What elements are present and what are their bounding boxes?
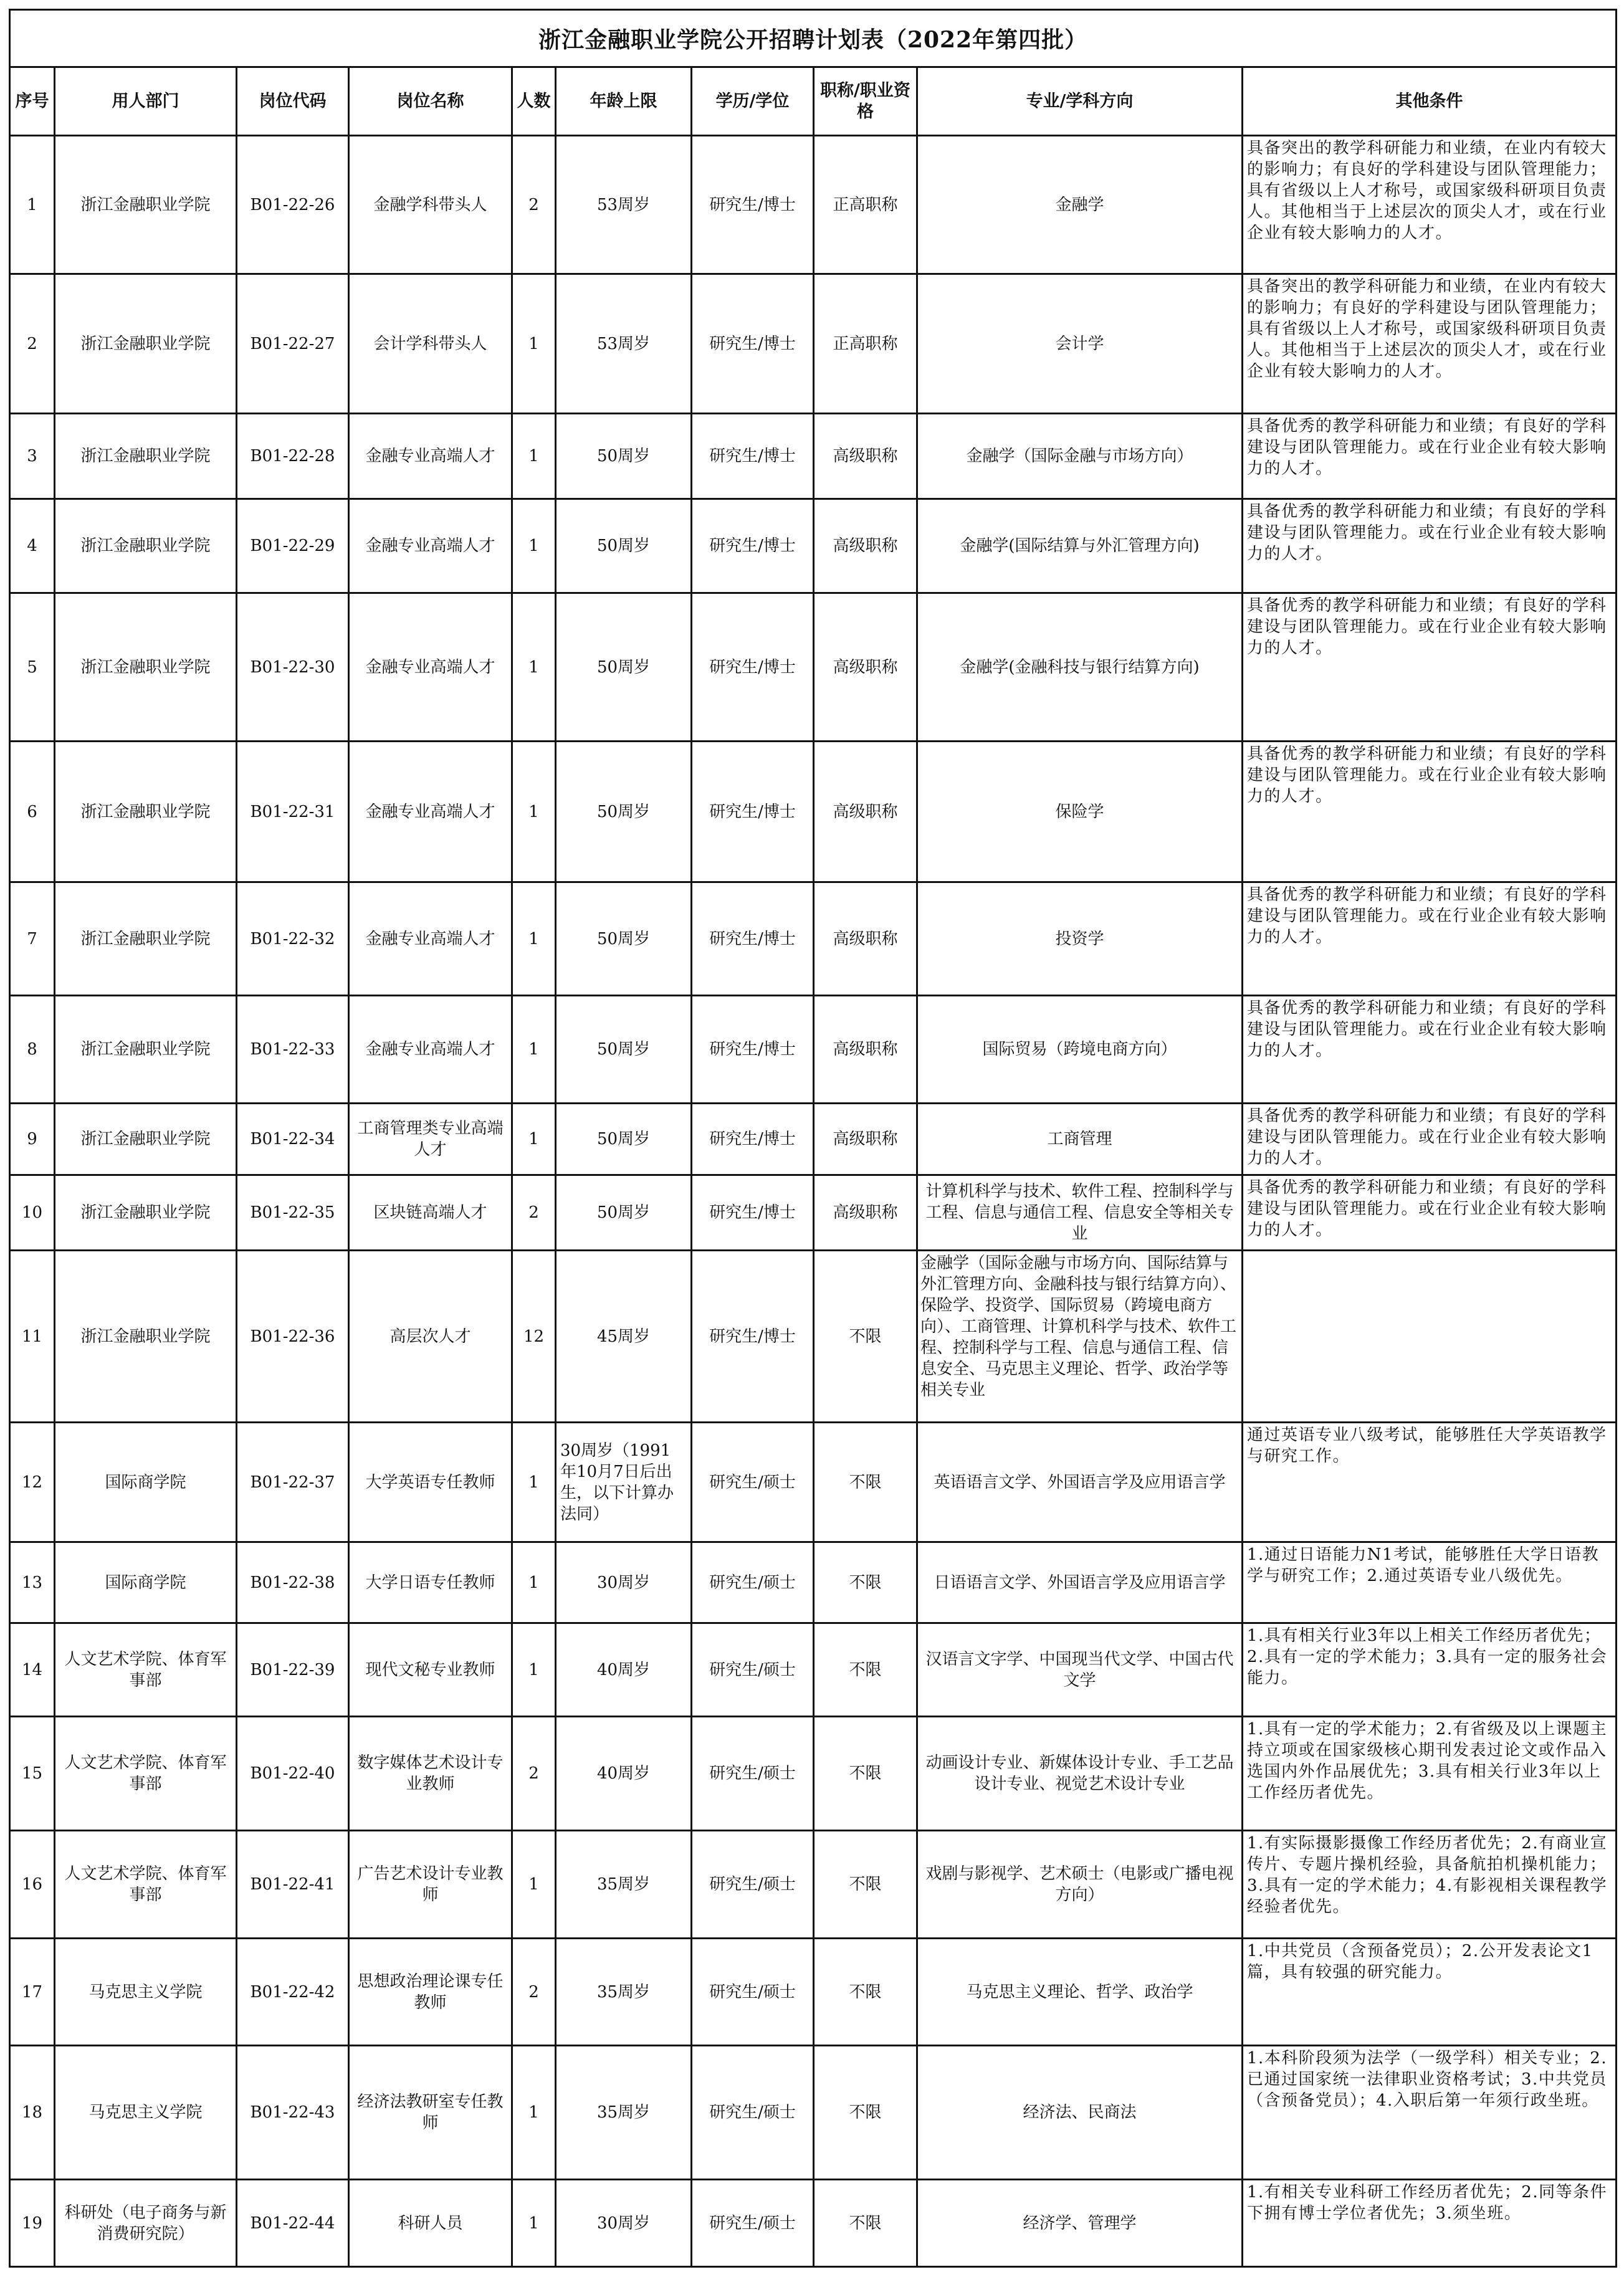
row-dept: 马克思主义学院 <box>55 2046 237 2180</box>
row-major: 戏剧与影视学、艺术硕士（电影或广播电视方向） <box>917 1831 1243 1939</box>
row-post: 经济法教研室专任教师 <box>349 2046 512 2180</box>
row-edu: 研究生/博士 <box>692 274 814 414</box>
table-title: 浙江金融职业学院公开招聘计划表（2022年第四批） <box>10 10 1617 67</box>
row-title: 不限 <box>814 1623 917 1717</box>
row-code: B01-22-28 <box>237 414 349 499</box>
table-body <box>10 136 1617 2267</box>
row-num: 1 <box>512 2046 556 2180</box>
row-edu: 研究生/博士 <box>692 414 814 499</box>
row-num: 2 <box>512 1717 556 1831</box>
table-row <box>10 1831 1617 1939</box>
table-row <box>10 1104 1617 1175</box>
row-dept: 浙江金融职业学院 <box>55 593 237 742</box>
row-cond: 具备优秀的教学科研能力和业绩；有良好的学科建设与团队管理能力。或在行业企业有较大影响力的人才。 <box>1243 742 1617 882</box>
row-num: 1 <box>512 1542 556 1623</box>
row-code: B01-22-33 <box>237 996 349 1104</box>
row-title: 不限 <box>814 2046 917 2180</box>
row-title: 不限 <box>814 1251 917 1423</box>
row-major: 金融学 <box>917 136 1243 274</box>
row-cond: 1.具有一定的学术能力；2.有省级及以上课题主持立项或在国家级核心期刊发表过论文或作品入选国内外作品展优先；3.具有相关行业3年以上工作经历者优先。 <box>1243 1717 1617 1831</box>
row-major: 投资学 <box>917 882 1243 996</box>
row-edu: 研究生/硕士 <box>692 2180 814 2267</box>
row-num: 1 <box>512 414 556 499</box>
row-age: 53周岁 <box>556 274 692 414</box>
row-major: 计算机科学与技术、软件工程、控制科学与工程、信息与通信工程、信息安全等相关专业 <box>917 1175 1243 1251</box>
row-cond: 1.通过日语能力N1考试，能够胜任大学日语教学与研究工作；2.通过英语专业八级优先。 <box>1243 1542 1617 1623</box>
row-age: 50周岁 <box>556 1175 692 1251</box>
row-age: 50周岁 <box>556 1104 692 1175</box>
row-age: 40周岁 <box>556 1623 692 1717</box>
row-post: 金融专业高端人才 <box>349 996 512 1104</box>
row-dept: 马克思主义学院 <box>55 1939 237 2046</box>
row-major: 汉语言文字学、中国现当代文学、中国古代文学 <box>917 1623 1243 1717</box>
row-dept: 浙江金融职业学院 <box>55 742 237 882</box>
table-row <box>10 1423 1617 1542</box>
row-title: 高级职称 <box>814 593 917 742</box>
row-edu: 研究生/硕士 <box>692 2046 814 2180</box>
row-post: 金融专业高端人才 <box>349 593 512 742</box>
row-dept: 国际商学院 <box>55 1542 237 1623</box>
row-post: 思想政治理论课专任教师 <box>349 1939 512 2046</box>
row-cond: 具备优秀的教学科研能力和业绩；有良好的学科建设与团队管理能力。或在行业企业有较大影响力的人才。 <box>1243 1175 1617 1251</box>
row-age: 35周岁 <box>556 1939 692 2046</box>
row-title: 高级职称 <box>814 742 917 882</box>
table-row <box>10 996 1617 1104</box>
header-num: 人数 <box>512 67 556 136</box>
row-code: B01-22-32 <box>237 882 349 996</box>
table-row <box>10 499 1617 593</box>
row-no: 17 <box>10 1939 55 2046</box>
row-title: 正高职称 <box>814 274 917 414</box>
row-title: 高级职称 <box>814 499 917 593</box>
row-code: B01-22-27 <box>237 274 349 414</box>
row-post: 现代文秘专业教师 <box>349 1623 512 1717</box>
row-dept: 人文艺术学院、体育军事部 <box>55 1831 237 1939</box>
row-num: 1 <box>512 274 556 414</box>
row-cond: 1.有相关专业科研工作经历者优先；2.同等条件下拥有博士学位者优先；3.须坐班。 <box>1243 2180 1617 2267</box>
row-edu: 研究生/硕士 <box>692 1717 814 1831</box>
row-no: 8 <box>10 996 55 1104</box>
row-cond: 1.本科阶段须为法学（一级学科）相关专业；2.已通过国家统一法律职业资格考试；3.中共党员（含预备党员）；4.入职后第一年须行政坐班。 <box>1243 2046 1617 2180</box>
table-row <box>10 2180 1617 2267</box>
row-no: 2 <box>10 274 55 414</box>
row-title: 正高职称 <box>814 136 917 274</box>
table-row <box>10 274 1617 414</box>
row-age: 50周岁 <box>556 499 692 593</box>
row-title: 不限 <box>814 1717 917 1831</box>
row-age: 40周岁 <box>556 1717 692 1831</box>
row-post: 金融专业高端人才 <box>349 882 512 996</box>
row-no: 12 <box>10 1423 55 1542</box>
table-row <box>10 742 1617 882</box>
recruitment-table <box>9 9 1617 2268</box>
row-no: 11 <box>10 1251 55 1423</box>
row-cond: 具备优秀的教学科研能力和业绩；有良好的学科建设与团队管理能力。或在行业企业有较大影响力的人才。 <box>1243 593 1617 742</box>
row-num: 2 <box>512 1175 556 1251</box>
row-post: 区块链高端人才 <box>349 1175 512 1251</box>
row-code: B01-22-43 <box>237 2046 349 2180</box>
row-cond: 具备优秀的教学科研能力和业绩；有良好的学科建设与团队管理能力。或在行业企业有较大影响力的人才。 <box>1243 882 1617 996</box>
row-dept: 浙江金融职业学院 <box>55 274 237 414</box>
row-major: 金融学（国际金融与市场方向） <box>917 414 1243 499</box>
row-age: 45周岁 <box>556 1251 692 1423</box>
table-row <box>10 1175 1617 1251</box>
table-row <box>10 2046 1617 2180</box>
row-num: 2 <box>512 1939 556 2046</box>
row-cond: 具备突出的教学科研能力和业绩，在业内有较大的影响力；有良好的学科建设与团队管理能力；具有省级以上人才称号，或国家级科研项目负责人。其他相当于上述层次的顶尖人才，或在行业企业有较大影响力的人才。 <box>1243 274 1617 414</box>
header-row <box>10 67 1617 136</box>
header-age: 年龄上限 <box>556 67 692 136</box>
row-edu: 研究生/博士 <box>692 1175 814 1251</box>
header-post: 岗位名称 <box>349 67 512 136</box>
row-code: B01-22-31 <box>237 742 349 882</box>
row-major: 金融学(国际结算与外汇管理方向) <box>917 499 1243 593</box>
row-no: 6 <box>10 742 55 882</box>
row-no: 3 <box>10 414 55 499</box>
row-age: 30周岁 <box>556 2180 692 2267</box>
row-dept: 浙江金融职业学院 <box>55 1251 237 1423</box>
row-age: 53周岁 <box>556 136 692 274</box>
row-post: 金融专业高端人才 <box>349 414 512 499</box>
row-num: 1 <box>512 1623 556 1717</box>
row-cond: 具备优秀的教学科研能力和业绩；有良好的学科建设与团队管理能力。或在行业企业有较大影响力的人才。 <box>1243 1104 1617 1175</box>
header-cond: 其他条件 <box>1243 67 1617 136</box>
row-code: B01-22-29 <box>237 499 349 593</box>
row-edu: 研究生/博士 <box>692 136 814 274</box>
row-cond: 通过英语专业八级考试，能够胜任大学英语教学与研究工作。 <box>1243 1423 1617 1542</box>
row-major: 金融学（国际金融与市场方向、国际结算与外汇管理方向、金融科技与银行结算方向）、保险学、投资学、国际贸易（跨境电商方向）、工商管理、计算机科学与技术、软件工程、控制科学与工程、信息与通信工程、信息安全、马克思主义理论、哲学、政治学等相关专业 <box>917 1251 1243 1423</box>
row-post: 金融学科带头人 <box>349 136 512 274</box>
table-row <box>10 882 1617 996</box>
row-code: B01-22-38 <box>237 1542 349 1623</box>
table-row <box>10 136 1617 274</box>
row-major: 国际贸易（跨境电商方向） <box>917 996 1243 1104</box>
row-title: 不限 <box>814 1939 917 2046</box>
row-num: 1 <box>512 1104 556 1175</box>
row-title: 不限 <box>814 1831 917 1939</box>
row-num: 1 <box>512 882 556 996</box>
row-dept: 浙江金融职业学院 <box>55 996 237 1104</box>
row-edu: 研究生/博士 <box>692 742 814 882</box>
row-no: 18 <box>10 2046 55 2180</box>
row-age: 35周岁 <box>556 2046 692 2180</box>
row-post: 数字媒体艺术设计专业教师 <box>349 1717 512 1831</box>
row-post: 科研人员 <box>349 2180 512 2267</box>
row-cond: 1.具有相关行业3年以上相关工作经历者优先；2.具有一定的学术能力；3.具有一定的服务社会能力。 <box>1243 1623 1617 1717</box>
row-code: B01-22-26 <box>237 136 349 274</box>
header-dept: 用人部门 <box>55 67 237 136</box>
row-no: 7 <box>10 882 55 996</box>
row-code: B01-22-37 <box>237 1423 349 1542</box>
row-dept: 浙江金融职业学院 <box>55 1104 237 1175</box>
row-title: 不限 <box>814 1423 917 1542</box>
row-major: 工商管理 <box>917 1104 1243 1175</box>
row-code: B01-22-40 <box>237 1717 349 1831</box>
row-age: 30周岁（1991年10月7日后出生，以下计算办法同） <box>556 1423 692 1542</box>
row-code: B01-22-41 <box>237 1831 349 1939</box>
header-code: 岗位代码 <box>237 67 349 136</box>
row-code: B01-22-36 <box>237 1251 349 1423</box>
row-title: 高级职称 <box>814 414 917 499</box>
row-dept: 浙江金融职业学院 <box>55 499 237 593</box>
row-dept: 国际商学院 <box>55 1423 237 1542</box>
row-edu: 研究生/硕士 <box>692 1542 814 1623</box>
row-dept: 浙江金融职业学院 <box>55 882 237 996</box>
row-edu: 研究生/博士 <box>692 1104 814 1175</box>
row-dept: 浙江金融职业学院 <box>55 414 237 499</box>
row-num: 1 <box>512 742 556 882</box>
row-dept: 科研处（电子商务与新消费研究院） <box>55 2180 237 2267</box>
row-title: 高级职称 <box>814 1104 917 1175</box>
row-major: 马克思主义理论、哲学、政治学 <box>917 1939 1243 2046</box>
row-edu: 研究生/硕士 <box>692 1423 814 1542</box>
row-age: 50周岁 <box>556 593 692 742</box>
row-major: 保险学 <box>917 742 1243 882</box>
row-dept: 浙江金融职业学院 <box>55 136 237 274</box>
row-dept: 人文艺术学院、体育军事部 <box>55 1717 237 1831</box>
row-edu: 研究生/硕士 <box>692 1831 814 1939</box>
row-code: B01-22-30 <box>237 593 349 742</box>
row-title: 高级职称 <box>814 996 917 1104</box>
table-row <box>10 1623 1617 1717</box>
row-edu: 研究生/博士 <box>692 499 814 593</box>
row-major: 动画设计专业、新媒体设计专业、手工艺品设计专业、视觉艺术设计专业 <box>917 1717 1243 1831</box>
row-edu: 研究生/博士 <box>692 996 814 1104</box>
row-no: 15 <box>10 1717 55 1831</box>
row-no: 9 <box>10 1104 55 1175</box>
table-row <box>10 1717 1617 1831</box>
row-edu: 研究生/博士 <box>692 882 814 996</box>
row-edu: 研究生/博士 <box>692 1251 814 1423</box>
row-post: 工商管理类专业高端人才 <box>349 1104 512 1175</box>
header-no: 序号 <box>10 67 55 136</box>
row-title: 不限 <box>814 1542 917 1623</box>
row-edu: 研究生/硕士 <box>692 1623 814 1717</box>
row-num: 1 <box>512 593 556 742</box>
header-edu: 学历/学位 <box>692 67 814 136</box>
row-major: 经济法、民商法 <box>917 2046 1243 2180</box>
row-no: 16 <box>10 1831 55 1939</box>
row-major: 会计学 <box>917 274 1243 414</box>
row-major: 金融学(金融科技与银行结算方向) <box>917 593 1243 742</box>
row-major: 日语语言文学、外国语言学及应用语言学 <box>917 1542 1243 1623</box>
row-edu: 研究生/博士 <box>692 593 814 742</box>
row-cond: 具备突出的教学科研能力和业绩，在业内有较大的影响力；有良好的学科建设与团队管理能力；具有省级以上人才称号，或国家级科研项目负责人。其他相当于上述层次的顶尖人才，或在行业企业有较大影响力的人才。 <box>1243 136 1617 274</box>
row-title: 不限 <box>814 2180 917 2267</box>
row-cond: 具备优秀的教学科研能力和业绩；有良好的学科建设与团队管理能力。或在行业企业有较大影响力的人才。 <box>1243 996 1617 1104</box>
row-code: B01-22-34 <box>237 1104 349 1175</box>
row-title: 高级职称 <box>814 1175 917 1251</box>
row-no: 4 <box>10 499 55 593</box>
row-dept: 浙江金融职业学院 <box>55 1175 237 1251</box>
row-num: 2 <box>512 136 556 274</box>
row-cond: 具备优秀的教学科研能力和业绩；有良好的学科建设与团队管理能力。或在行业企业有较大影响力的人才。 <box>1243 414 1617 499</box>
row-dept: 人文艺术学院、体育军事部 <box>55 1623 237 1717</box>
row-post: 金融专业高端人才 <box>349 499 512 593</box>
row-post: 广告艺术设计专业教师 <box>349 1831 512 1939</box>
row-post: 大学日语专任教师 <box>349 1542 512 1623</box>
row-code: B01-22-44 <box>237 2180 349 2267</box>
row-age: 50周岁 <box>556 414 692 499</box>
table-row <box>10 1251 1617 1423</box>
row-edu: 研究生/硕士 <box>692 1939 814 2046</box>
row-no: 5 <box>10 593 55 742</box>
row-age: 30周岁 <box>556 1542 692 1623</box>
row-title: 高级职称 <box>814 882 917 996</box>
row-post: 大学英语专任教师 <box>349 1423 512 1542</box>
row-no: 10 <box>10 1175 55 1251</box>
row-cond <box>1243 1251 1617 1423</box>
table-row <box>10 1939 1617 2046</box>
row-no: 14 <box>10 1623 55 1717</box>
row-num: 1 <box>512 499 556 593</box>
row-cond: 具备优秀的教学科研能力和业绩；有良好的学科建设与团队管理能力。或在行业企业有较大影响力的人才。 <box>1243 499 1617 593</box>
header-major: 专业/学科方向 <box>917 67 1243 136</box>
row-age: 50周岁 <box>556 742 692 882</box>
row-post: 会计学科带头人 <box>349 274 512 414</box>
row-num: 1 <box>512 2180 556 2267</box>
row-age: 35周岁 <box>556 1831 692 1939</box>
table-row <box>10 1542 1617 1623</box>
row-major: 经济学、管理学 <box>917 2180 1243 2267</box>
row-code: B01-22-35 <box>237 1175 349 1251</box>
header-title: 职称/职业资格 <box>814 67 917 136</box>
table-row <box>10 593 1617 742</box>
row-code: B01-22-42 <box>237 1939 349 2046</box>
row-age: 50周岁 <box>556 882 692 996</box>
row-no: 19 <box>10 2180 55 2267</box>
row-cond: 1.有实际摄影摄像工作经历者优先；2.有商业宣传片、专题片操机经验，具备航拍机操机能力；3.具有一定的学术能力；4.有影视相关课程教学经验者优先。 <box>1243 1831 1617 1939</box>
row-no: 13 <box>10 1542 55 1623</box>
row-num: 12 <box>512 1251 556 1423</box>
table-row <box>10 414 1617 499</box>
row-post: 金融专业高端人才 <box>349 742 512 882</box>
row-post: 高层次人才 <box>349 1251 512 1423</box>
row-cond: 1.中共党员（含预备党员）；2.公开发表论文1篇，具有较强的研究能力。 <box>1243 1939 1617 2046</box>
row-code: B01-22-39 <box>237 1623 349 1717</box>
row-num: 1 <box>512 1423 556 1542</box>
row-age: 50周岁 <box>556 996 692 1104</box>
row-num: 1 <box>512 996 556 1104</box>
row-num: 1 <box>512 1831 556 1939</box>
row-no: 1 <box>10 136 55 274</box>
row-major: 英语语言文学、外国语言学及应用语言学 <box>917 1423 1243 1542</box>
